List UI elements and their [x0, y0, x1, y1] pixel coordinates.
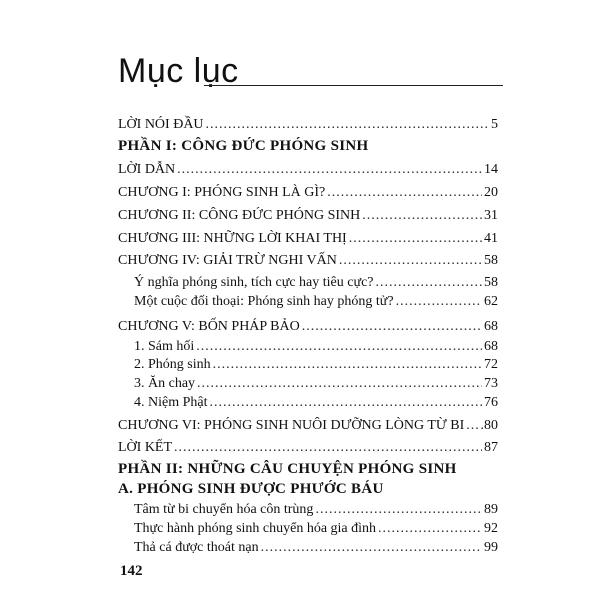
toc-entry [118, 318, 498, 336]
toc-entry [118, 184, 498, 202]
leader-dots [174, 439, 482, 457]
toc-entry-label: LỜI KẾT [118, 440, 173, 455]
toc-entry-page: 62 [484, 294, 498, 309]
leader-dots [466, 417, 478, 435]
toc-subentry [134, 274, 498, 292]
leader-dots [396, 293, 482, 311]
leader-dots [302, 318, 482, 336]
toc-subentry [134, 394, 498, 412]
toc-subentry [134, 520, 498, 538]
toc-entry [118, 161, 498, 179]
toc-subentry [134, 338, 498, 356]
leader-dots [206, 116, 489, 134]
toc-entry-label: CHƯƠNG VI: PHÓNG SINH NUÔI DƯỠNG LÒNG TỪ BI [118, 418, 465, 433]
toc-entry-page: 72 [484, 357, 498, 372]
leader-dots [177, 161, 482, 179]
toc-entry-page: .80 [480, 418, 498, 433]
toc-entry-label: 4. Niệm Phật [134, 395, 208, 410]
toc-entry-label: CHƯƠNG II: CÔNG ĐỨC PHÓNG SINH [118, 208, 361, 223]
toc-entry-label: 3. Ăn chay [134, 376, 196, 391]
toc-subentry [134, 356, 498, 374]
toc-entry [118, 252, 498, 270]
part-heading: PHẦN I: CÔNG ĐỨC PHÓNG SINH [118, 138, 369, 154]
leader-dots [210, 394, 483, 412]
leader-dots [327, 184, 482, 202]
toc-entry-label: LỜI DẪN [118, 162, 176, 177]
toc-entry [118, 230, 498, 248]
toc-entry-label: CHƯƠNG IV: GIẢI TRỪ NGHI VẤN [118, 253, 337, 268]
toc-entry-page: 31 [484, 208, 498, 223]
toc-entry [118, 116, 498, 134]
toc-entry-page: 76 [484, 395, 498, 410]
toc-entry-label: Thực hành phóng sinh chuyển hóa gia đình [134, 521, 377, 536]
leader-dots [376, 274, 483, 292]
leader-dots [213, 356, 482, 374]
toc-entry [118, 417, 498, 435]
page-title: Mục lục [118, 52, 239, 90]
toc-entry-label: CHƯƠNG I: PHÓNG SINH LÀ GÌ? [118, 185, 326, 200]
toc-subentry [134, 501, 498, 519]
toc-entry-label: LỜI NÓI ĐẦU [118, 117, 204, 132]
toc-entry-page: 41 [484, 231, 498, 246]
toc-entry-page: 58 [484, 275, 498, 290]
toc-subentry [134, 375, 498, 393]
leader-dots [349, 230, 482, 248]
toc-entry [118, 439, 498, 457]
leader-dots [378, 520, 482, 538]
toc-subentry [134, 539, 498, 557]
toc-entry-label: 1. Sám hối [134, 339, 195, 354]
leader-dots [315, 501, 482, 519]
toc-entry-page: 92 [484, 521, 498, 536]
toc-entry-page: 58 [484, 253, 498, 268]
toc-entry-label: CHƯƠNG III: NHỮNG LỜI KHAI THỊ [118, 231, 347, 246]
toc-entry-label: 2. Phóng sinh [134, 357, 211, 372]
leader-dots [362, 207, 482, 225]
toc-entry-page: 68 [484, 319, 498, 334]
toc-subentry [134, 293, 498, 311]
leader-dots [197, 375, 482, 393]
toc-entry-page: 87 [484, 440, 498, 455]
leader-dots [261, 539, 482, 557]
toc-entry-label: CHƯƠNG V: BỐN PHÁP BẢO [118, 319, 300, 334]
toc-entry-page: 89 [484, 502, 498, 517]
toc-entry-page: 5 [491, 117, 498, 132]
leader-dots [196, 338, 482, 356]
toc-entry-label: Tâm từ bi chuyển hóa côn trùng [134, 502, 314, 517]
toc-entry-page: 68 [484, 339, 498, 354]
toc-entry-label: Ý nghĩa phóng sinh, tích cực hay tiêu cực? [134, 275, 374, 290]
page-number: 142 [120, 563, 143, 579]
toc-entry [118, 207, 498, 225]
section-heading: A. PHÓNG SINH ĐƯỢC PHƯỚC BÁU [118, 481, 384, 497]
toc-entry-label: Một cuộc đối thoại: Phóng sinh hay phóng tử? [134, 294, 394, 309]
toc-entry-page: 14 [484, 162, 498, 177]
leader-dots [339, 252, 482, 270]
toc-entry-page: 99 [484, 540, 498, 555]
toc-entry-page: 20 [484, 185, 498, 200]
toc-entry-label: Thả cá được thoát nạn [134, 540, 259, 555]
part-heading: PHẦN II: NHỮNG CÂU CHUYỆN PHÓNG SINH [118, 461, 457, 477]
toc-entry-page: 73 [484, 376, 498, 391]
